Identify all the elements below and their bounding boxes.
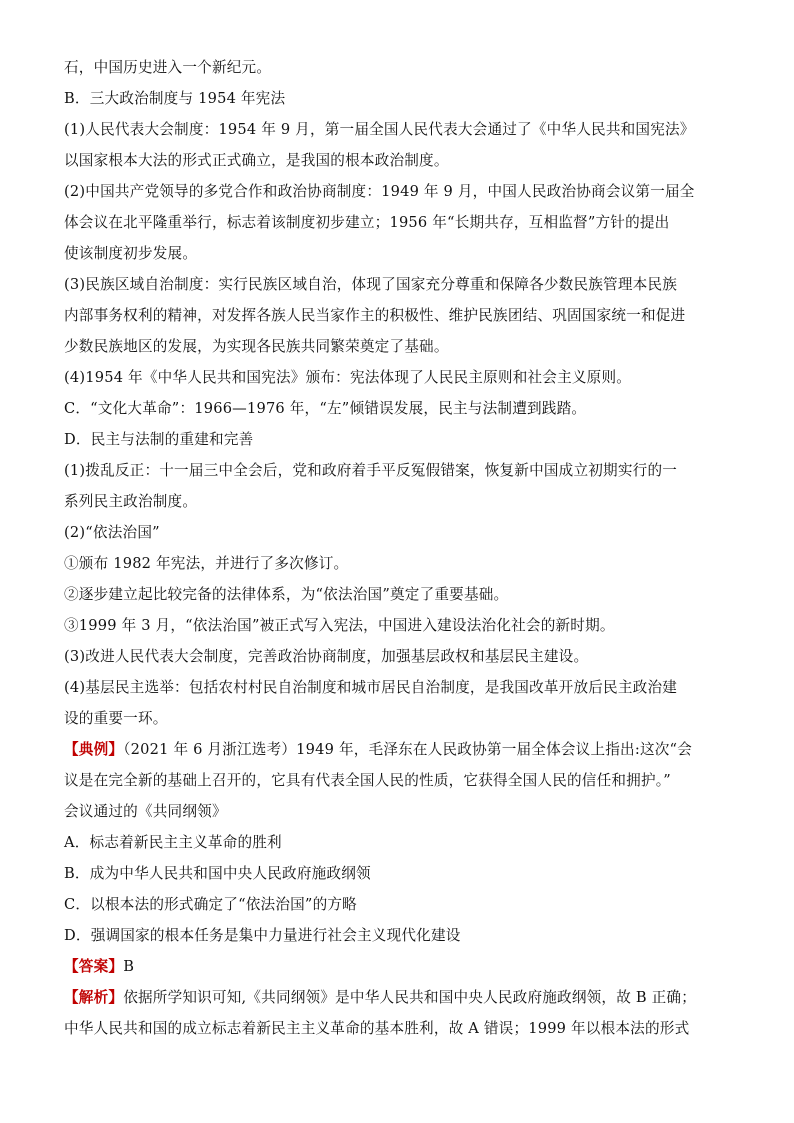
text-line: (3)改进人民代表大会制度，完善政治协商制度，加强基层政权和基层民主建设。: [64, 648, 589, 665]
text-line: 体会议在北平隆重举行，标志着该制度初步建立；1956 年“长期共存，互相监督”方针的提出: [64, 214, 670, 231]
text-line: ①颁布 1982 年宪法，并进行了多次修订。: [64, 555, 349, 572]
section-heading-b: B．三大政治制度与 1954 年宪法: [64, 90, 286, 107]
text-line: 内部事务权利的精神，对发挥各族人民当家作主的积极性、维护民族团结、巩固国家统一和促进: [64, 307, 686, 324]
text-line: (1)人民代表大会制度：1954 年 9 月，第一届全国人民代表大会通过了《中华人民共和国宪法》: [64, 121, 695, 138]
option-d: D．强调国家的根本任务是集中力量进行社会主义现代化建设: [64, 927, 461, 944]
text-line: (4)基层民主选举：包括农村村民自治制度和城市居民自治制度，是我国改革开放后民主政治建: [64, 679, 678, 696]
option-b: B．成为中华人民共和国中央人民政府施政纲领: [64, 865, 371, 882]
answer-line: [64, 957, 134, 977]
text-line: (1)拨乱反正：十一届三中全会后，党和政府着手平反冤假错案，恢复新中国成立初期实行的一: [64, 462, 678, 479]
text-line: 使该制度初步发展。: [64, 245, 198, 262]
text-line: 石，中国历史进入一个新纪元。: [64, 59, 272, 76]
example-question: [64, 740, 692, 760]
analysis-text: 依据所学知识可知,《共同纲领》是中华人民共和国中央人民政府施政纲领，故 B 正确；: [123, 989, 697, 1006]
analysis-line: [64, 988, 696, 1008]
text-line: 系列民主政治制度。: [64, 493, 198, 510]
example-text-line: 会议通过的《共同纲领》: [64, 803, 227, 820]
section-heading-d: D．民主与法制的重建和完善: [64, 431, 254, 448]
option-c: C．以根本法的形式确定了“依法治国”的方略: [64, 896, 357, 913]
text-line: 少数民族地区的发展，为实现各民族共同繁荣奠定了基础。: [64, 338, 449, 355]
text-line: 设的重要一环。: [64, 710, 168, 727]
analysis-text-line: 中华人民共和国的成立标志着新民主主义革命的基本胜利，故 A 错误；1999 年以根本法的形式: [64, 1020, 690, 1037]
example-text: （2021 年 6 月浙江选考）1949 年，毛泽东在人民政协第一届全体会议上指出:这次“会: [123, 741, 692, 758]
option-a: A．标志着新民主主义革命的胜利: [64, 834, 282, 851]
answer-tag: 【答案】: [64, 958, 124, 975]
text-line: ③1999 年 3 月，“依法治国”被正式写入宪法，中国进入建设法治化社会的新时期。: [64, 617, 615, 634]
section-heading-c: C．“文化大革命”：1966—1976 年，“左”倾错误发展，民主与法制遭到践踏。: [64, 400, 587, 417]
text-line: 以国家根本大法的形式正式确立，是我国的根本政治制度。: [64, 152, 449, 169]
example-tag: 【典例】: [64, 741, 124, 758]
analysis-tag: 【解析】: [64, 989, 124, 1006]
text-line: (3)民族区域自治制度：实行民族区域自治，体现了国家充分尊重和保障各少数民族管理本民族: [64, 276, 678, 293]
text-line: (4)1954 年《中华人民共和国宪法》颁布：宪法体现了人民民主原则和社会主义原则。: [64, 369, 632, 386]
answer-value: B: [123, 958, 135, 975]
text-line: (2)中国共产党领导的多党合作和政治协商制度：1949 年 9 月，中国人民政治协商会议第一届全: [64, 183, 695, 200]
text-line: ②逐步建立起比较完备的法律体系，为“依法治国”奠定了重要基础。: [64, 586, 509, 603]
text-line: (2)“依法治国”: [64, 524, 160, 541]
example-text-line: 议是在完全新的基础上召开的，它具有代表全国人民的性质，它获得全国人民的信任和拥护。”: [64, 772, 671, 789]
